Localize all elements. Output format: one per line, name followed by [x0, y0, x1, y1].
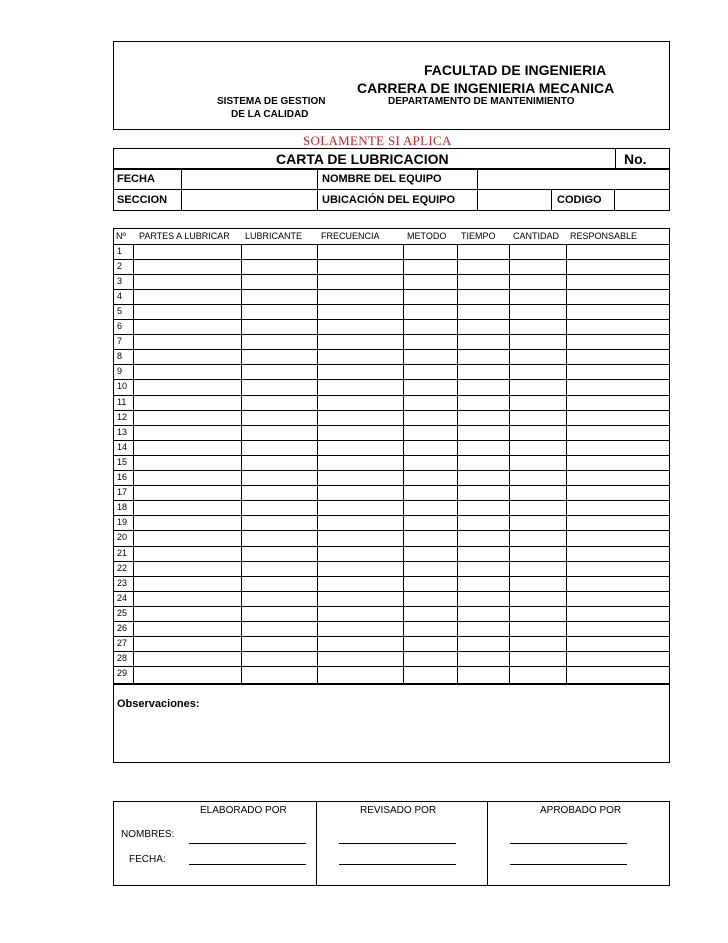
fields-divider-4	[551, 189, 552, 211]
table-row[interactable]	[113, 455, 670, 470]
row-number: 17	[117, 487, 128, 498]
nombre-equipo-label: NOMBRE DEL EQUIPO	[322, 173, 442, 185]
row-number: 22	[117, 562, 128, 573]
fecha-label: FECHA	[117, 173, 155, 185]
table-row[interactable]	[113, 515, 670, 530]
nombres-label: NOMBRES:	[121, 829, 175, 840]
table-row[interactable]	[113, 546, 670, 561]
table-row[interactable]	[113, 364, 670, 379]
row-number: 4	[117, 290, 123, 301]
table-row[interactable]	[113, 244, 670, 259]
row-number: 18	[117, 502, 128, 513]
table-row[interactable]	[113, 274, 670, 289]
row-number: 9	[117, 366, 123, 377]
row-number: 13	[117, 426, 128, 437]
table-row[interactable]	[113, 349, 670, 364]
row-number: 29	[117, 668, 128, 679]
table-header-cell: LUBRICANTE	[245, 231, 303, 241]
revisado-label: REVISADO POR	[360, 805, 437, 816]
table-row[interactable]	[113, 470, 670, 485]
aprobado-name-line[interactable]	[510, 843, 627, 844]
department-title: DEPARTAMENTO DE MANTENIMIENTO	[388, 96, 575, 107]
title-divider	[615, 148, 616, 169]
row-number: 5	[117, 305, 123, 316]
row-number: 12	[117, 411, 128, 422]
row-number: 27	[117, 638, 128, 649]
table-header-cell: METODO	[407, 231, 447, 241]
table-row[interactable]	[113, 289, 670, 304]
row-number: 25	[117, 607, 128, 618]
number-label: No.	[624, 151, 647, 167]
table-header-cell: PARTES A LUBRICAR	[139, 231, 230, 241]
observations-box	[113, 684, 670, 763]
signature-divider-1	[316, 801, 317, 886]
row-number: 16	[117, 472, 128, 482]
table-header-cell: Nº	[116, 231, 126, 241]
table-row[interactable]	[113, 334, 670, 349]
table-row[interactable]	[113, 606, 670, 621]
table-row[interactable]	[113, 395, 670, 410]
elaborado-name-line[interactable]	[189, 843, 306, 844]
table-row[interactable]	[113, 379, 670, 394]
ubicacion-label: UBICACIÓN DEL EQUIPO	[322, 194, 456, 206]
row-number: 7	[117, 336, 123, 347]
table-row[interactable]	[113, 576, 670, 591]
row-number: 1	[117, 245, 123, 256]
row-number: 8	[117, 351, 123, 362]
row-number: 19	[117, 517, 128, 528]
table-row[interactable]	[113, 440, 670, 455]
table-row[interactable]	[113, 561, 670, 576]
aprobado-date-line[interactable]	[510, 864, 627, 865]
observations-label: Observaciones:	[117, 698, 200, 710]
aprobado-label: APROBADO POR	[540, 805, 622, 816]
seccion-label: SECCION	[117, 194, 168, 206]
table-row[interactable]	[113, 410, 670, 425]
signature-divider-2	[487, 801, 488, 886]
table-header-cell: TIEMPO	[461, 231, 496, 241]
table-header-cell: RESPONSABLE	[570, 231, 638, 241]
fields-divider-3	[477, 169, 478, 211]
table-row[interactable]	[113, 651, 670, 666]
table-row[interactable]	[113, 259, 670, 274]
fields-divider-2	[317, 169, 318, 211]
fields-divider-1	[181, 169, 182, 211]
table-header-cell: FRECUENCIA	[321, 231, 380, 241]
row-number: 20	[117, 532, 128, 543]
table-row[interactable]	[113, 319, 670, 334]
career-title: CARRERA DE INGENIERIA MECANICA	[357, 80, 615, 96]
row-number: 10	[117, 381, 128, 392]
faculty-title: FACULTAD DE INGENIERIA	[424, 62, 607, 78]
elaborado-label: ELABORADO POR	[200, 805, 287, 816]
row-number: 21	[117, 547, 128, 558]
system-line2: DE LA CALIDAD	[231, 109, 309, 120]
fecha-sign-label: FECHA:	[129, 854, 166, 865]
row-number: 11	[117, 396, 127, 407]
fields-row-divider	[113, 189, 670, 190]
row-number: 24	[117, 592, 128, 603]
row-number: 6	[117, 321, 123, 331]
document-title: CARTA DE LUBRICACION	[276, 151, 449, 167]
table-row[interactable]	[113, 621, 670, 636]
system-line1: SISTEMA DE GESTION	[217, 96, 326, 107]
row-number: 15	[117, 456, 128, 467]
revisado-date-line[interactable]	[339, 864, 456, 865]
codigo-label: CODIGO	[557, 194, 602, 206]
row-number: 2	[117, 260, 123, 271]
table-header-cell: CANTIDAD	[513, 231, 560, 241]
fields-divider-5	[614, 189, 615, 211]
row-number: 23	[117, 577, 128, 588]
elaborado-date-line[interactable]	[189, 864, 306, 865]
table-row[interactable]	[113, 500, 670, 515]
table-row[interactable]	[113, 591, 670, 606]
table-row[interactable]	[113, 666, 670, 681]
table-row[interactable]	[113, 485, 670, 500]
table-row[interactable]	[113, 530, 670, 545]
row-number: 3	[117, 275, 123, 286]
notice-text: SOLAMENTE SI APLICA	[303, 133, 452, 148]
row-number: 14	[117, 441, 128, 452]
table-row[interactable]	[113, 636, 670, 651]
table-row[interactable]	[113, 304, 670, 319]
row-number: 28	[117, 653, 128, 664]
row-number: 26	[117, 623, 128, 633]
table-row[interactable]	[113, 425, 670, 440]
revisado-name-line[interactable]	[339, 843, 456, 844]
